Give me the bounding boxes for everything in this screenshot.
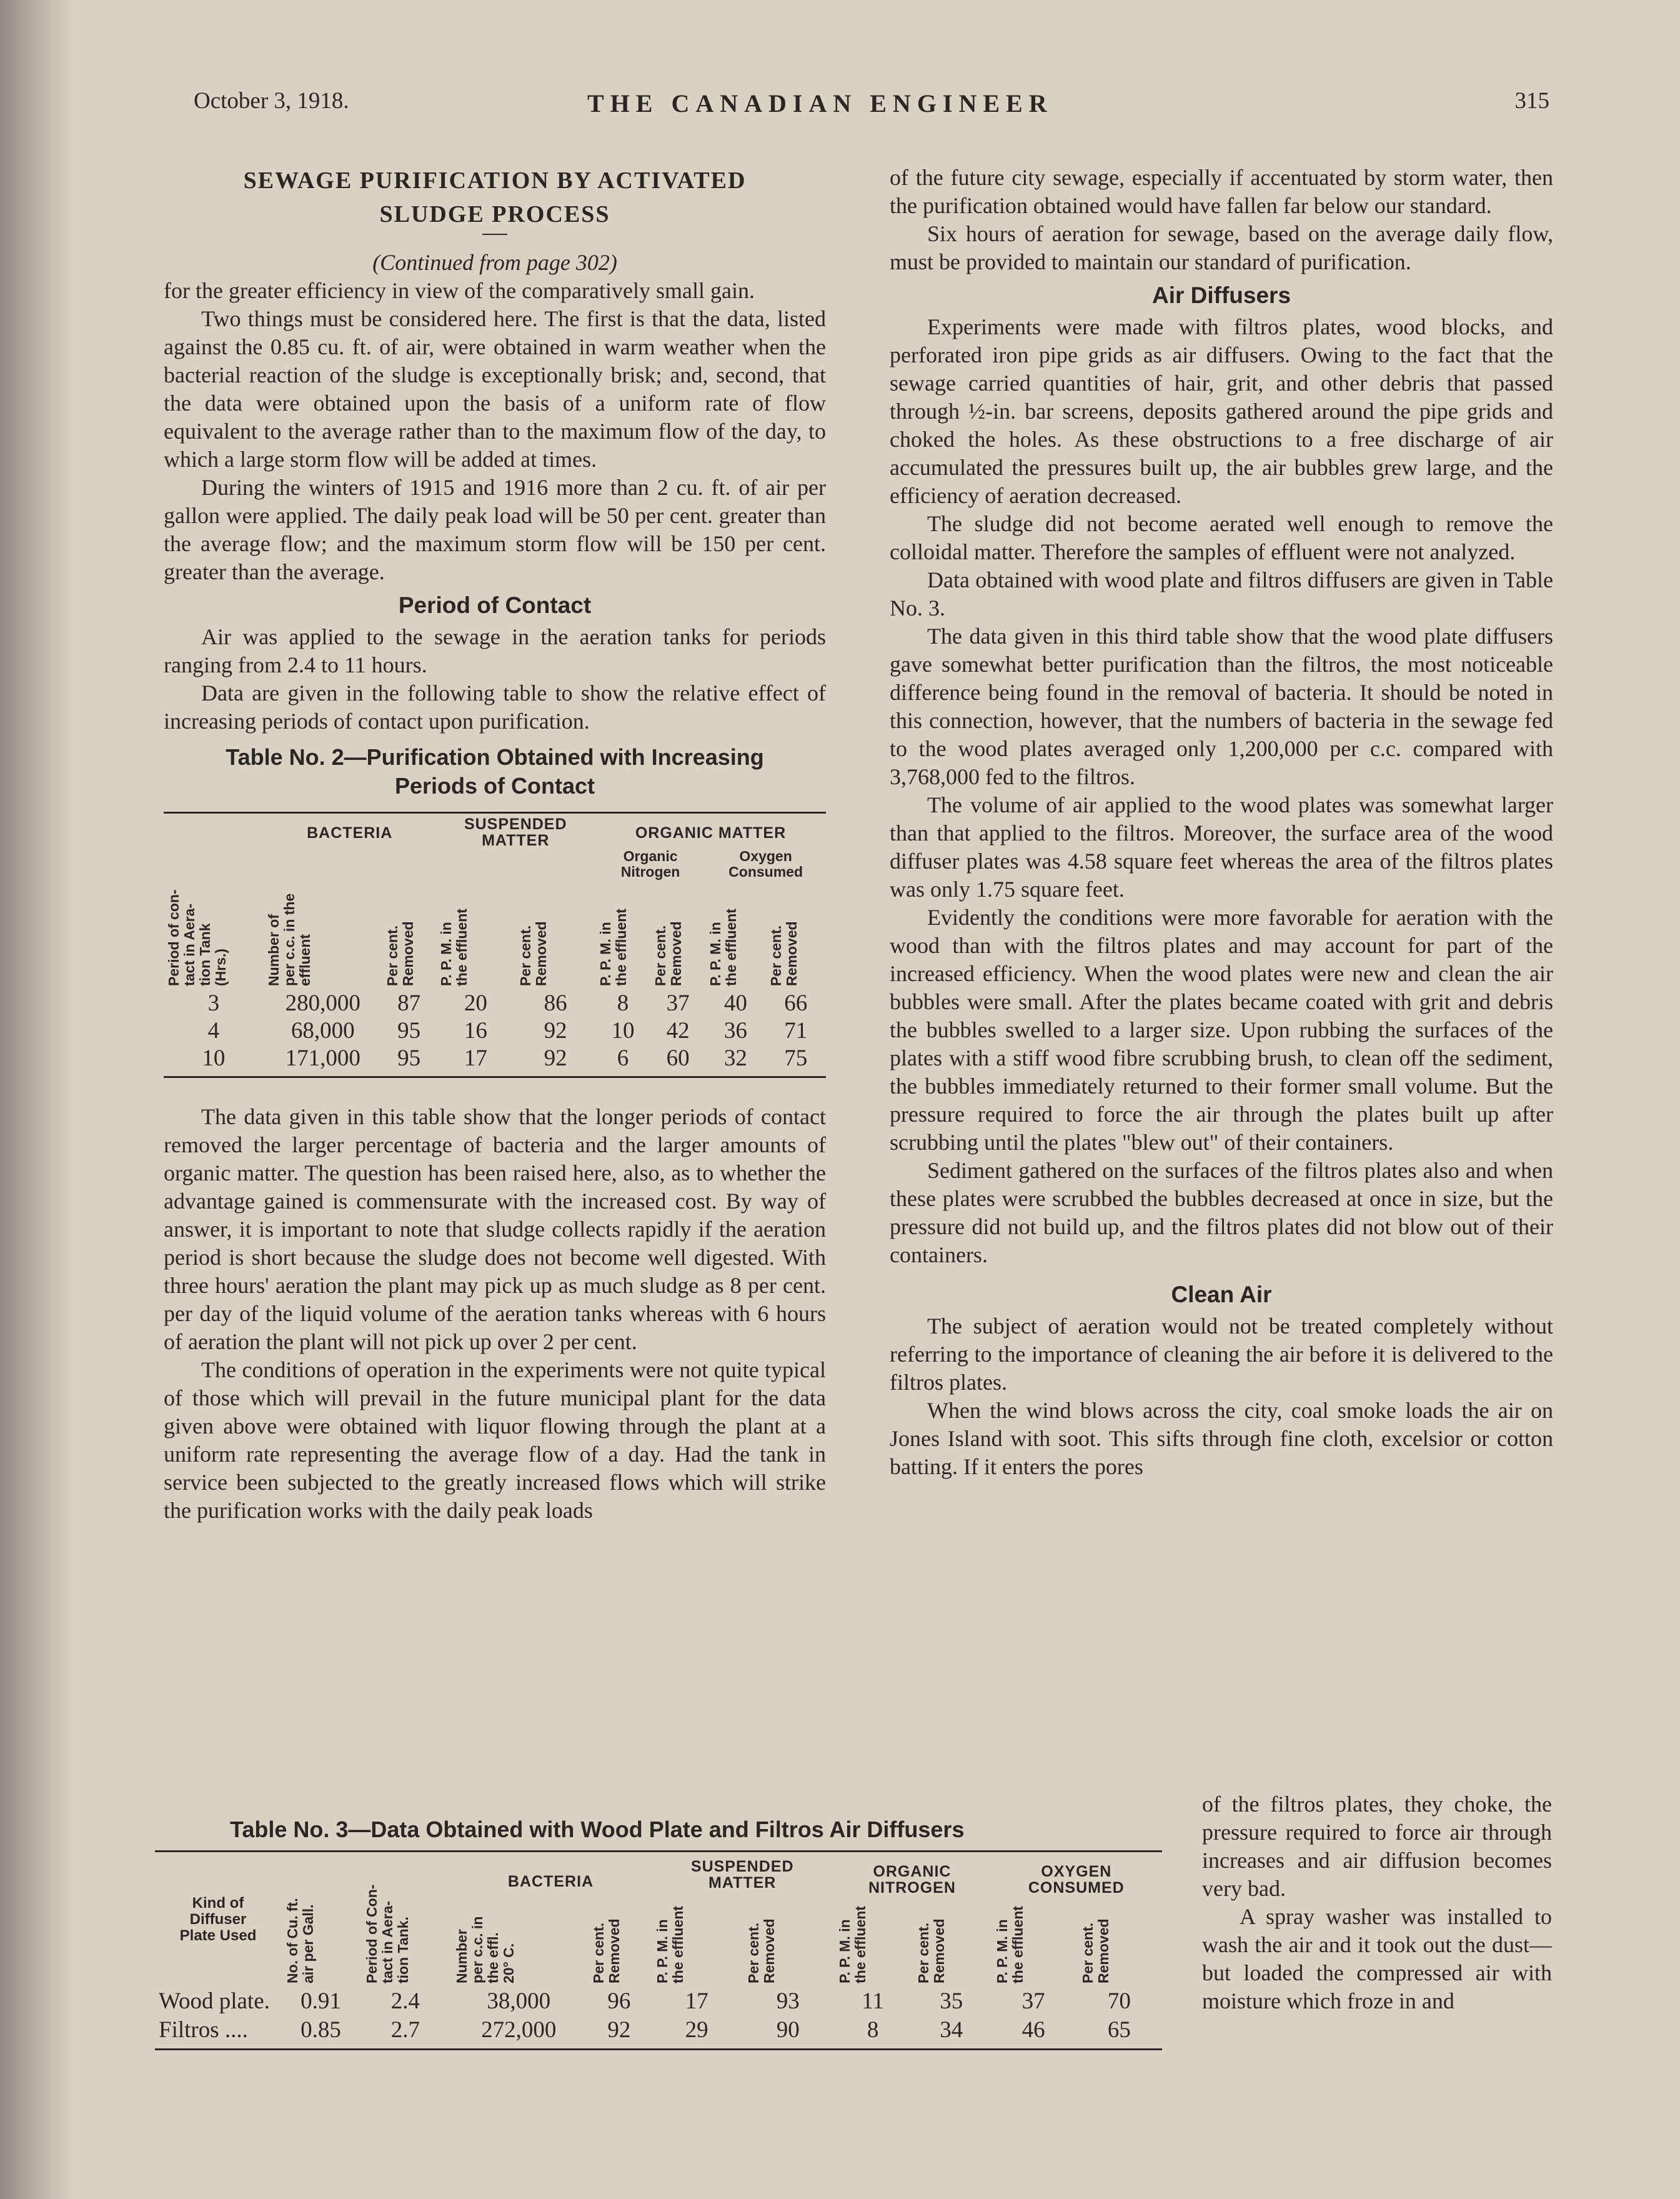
table-cell: 65 bbox=[1076, 2016, 1162, 2050]
paragraph: The subject of aeration would not be treated completely without referring to the importance of cleaning the air before it is delivered to the filtros plates. bbox=[890, 1314, 1553, 1395]
table-cell: 75 bbox=[766, 1045, 826, 1077]
paragraph: of the filtros plates, they choke, the pressure required to force air through increases and air diffusion becomes very bad. bbox=[1202, 1792, 1552, 1901]
table-cell: 40 bbox=[723, 990, 747, 1016]
table-header-cell bbox=[164, 813, 264, 990]
paragraph: Two things must be considered here. The first is that the data, listed against the 0.85 cu. ft. of air, were obtained in warm weather when the bacterial reaction of the sludge is exceptionally brisk; and, second, that the data were obtained upon the basis of a uniform rate of flow equivalent to the average rather than to the maximum flow of the day, to which a large storm flow will be added at times. bbox=[164, 306, 826, 472]
table-header-cell bbox=[155, 1852, 281, 1988]
table-cell: Wood plate. bbox=[159, 1988, 270, 2014]
paragraph: Experiments were made with filtros plates, wood blocks, and perforated iron pipe grids as air diffusers. Owing to the fact that the sewage carried quantities of hair, grit, and other debris that passed through ½-in. bar screens, deposits gathered around the pipe grids and choked the holes. As these obstructions to a free discharge of air accumulated the pressures built up, the air bubbles grew large, and the efficiency of aeration decreased. bbox=[890, 314, 1553, 508]
table-cell: 96 bbox=[607, 1988, 631, 2014]
table-cell: 17 bbox=[685, 1988, 708, 2014]
spacer bbox=[164, 1078, 826, 1103]
table-cell: 60 bbox=[650, 1045, 705, 1077]
group-header-organic-matter: ORGANIC MATTER bbox=[595, 813, 826, 849]
paragraph: The data given in this third table show that the wood plate diffusers gave somewhat better purification than the filtros, the most noticeable difference being found in the removal of bacteria. It should be noted in this connection, however, that the numbers of bacteria in the sewage fed to the wood plates averaged only 1,200,000 per c.c. compared with 3,768,000 fed to the filtros. bbox=[890, 624, 1553, 789]
column-header: Per cent. Removed bbox=[767, 921, 800, 986]
paragraph: The volume of air applied to the wood plates was somewhat larger than that applied to the filtros. Moreover, the surface area of the wood diffuser plates was 4.58 square feet whereas the area of the filtros plates was only 1.75 square feet. bbox=[890, 792, 1553, 902]
table-row bbox=[164, 1017, 826, 1045]
column-header: P. P. M. in the effluent bbox=[837, 1906, 869, 1983]
table-3-block bbox=[155, 1815, 1162, 2050]
table-header-cell bbox=[515, 880, 595, 990]
table-cell: 95 bbox=[382, 1045, 436, 1077]
table-cell: 92 bbox=[544, 1018, 567, 1044]
article-title-line-2: SLUDGE PROCESS bbox=[379, 201, 610, 227]
column-header: No. of Cu. ft. air per Gall. bbox=[284, 1898, 316, 1983]
paragraph: The data given in this table show that the longer periods of contact removed the larger percentage of bacteria and the larger amounts of organic matter. The question has been raised here, also, as to whether the advantage gained is commensurate with the increased cost. By way of answer, it is important to note that sludge collects rapidly if the aeration period is short because the sludge does not become well digested. With three hours' aeration the plant may pick up as much sludge as 8 per cent. per day of the liquid volume of the aeration tanks whereas with 6 hours of aeration the plant will not pick up over 2 per cent. bbox=[164, 1104, 826, 1354]
table-cell: 87 bbox=[397, 990, 421, 1016]
table-cell: 46 bbox=[991, 2016, 1076, 2050]
table-cell: 0.85 bbox=[281, 2016, 360, 2050]
table-header-spacer bbox=[264, 849, 436, 880]
table-header-cell bbox=[360, 1852, 450, 1988]
table-cell: 171,000 bbox=[264, 1045, 382, 1077]
column-header: Per cent. Removed bbox=[652, 921, 685, 986]
table-cell: 92 bbox=[515, 1045, 595, 1077]
table-row bbox=[164, 990, 826, 1017]
title-rule bbox=[482, 234, 507, 235]
column-header: Per cent. Removed bbox=[915, 1918, 947, 1983]
table-cell: 17 bbox=[436, 1045, 516, 1077]
table-cell: 272,000 bbox=[450, 2016, 587, 2050]
column-header: Number per c.c. in the effl. 20° C. bbox=[453, 1916, 517, 1983]
table-cell: 66 bbox=[784, 990, 808, 1016]
table-cell: 280,000 bbox=[285, 990, 360, 1016]
table-header-cell bbox=[742, 1896, 833, 1987]
continued-note: (Continued from page 302) bbox=[372, 250, 617, 275]
table-cell: 4 bbox=[207, 1018, 220, 1044]
column-header: P. P. M. in the effluent bbox=[437, 909, 470, 986]
table-header-cell bbox=[833, 1896, 912, 1987]
paragraph: Air was applied to the sewage in the aeration tanks for periods ranging from 2.4 to 11 hours. bbox=[164, 624, 826, 677]
column-header: P. P. M. in the effluent bbox=[597, 909, 629, 986]
table-cell: 36 bbox=[723, 1018, 747, 1044]
table-cell: 35 bbox=[940, 1988, 963, 2014]
table-3-caption: Table No. 3—Data Obtained with Wood Plate and Filtros Air Diffusers bbox=[230, 1817, 965, 1842]
group-header-bacteria: BACTERIA bbox=[264, 813, 436, 849]
paragraph: Data are given in the following table to show the relative effect of increasing periods of contact upon purification. bbox=[164, 681, 826, 734]
table-2-caption-line-1: Table No. 2—Purification Obtained with Increasing bbox=[226, 744, 764, 770]
paragraph: for the greater efficiency in view of the comparatively small gain. bbox=[164, 278, 755, 303]
section-heading-period-of-contact: Period of Contact bbox=[398, 592, 592, 618]
column-header: P. P. M. in the effluent bbox=[707, 909, 740, 986]
table-header-cell bbox=[281, 1852, 360, 1988]
paragraph: When the wind blows across the city, coal smoke loads the air on Jones Island with soot. This sifts through fine cloth, excelsior or cotton batting. If it enters the pores bbox=[890, 1398, 1553, 1479]
table-cell: 42 bbox=[666, 1018, 690, 1044]
table-cell: 93 bbox=[776, 1988, 800, 2014]
paragraph: The sludge did not become aerated well enough to remove the colloidal matter. Therefore the samples of effluent were not analyzed. bbox=[890, 511, 1553, 564]
column-header: Period of con- tact in Aera- tion Tank (Hrs.) bbox=[166, 889, 229, 986]
right-column bbox=[890, 164, 1553, 1481]
table-cell: 71 bbox=[784, 1018, 808, 1044]
table-header-cell bbox=[991, 1896, 1076, 1987]
table-3 bbox=[155, 1850, 1162, 2050]
column-header: Per cent. Removed bbox=[745, 1918, 778, 1983]
table-row bbox=[155, 2016, 1162, 2050]
group-header-suspended-matter: SUSPENDED MATTER bbox=[651, 1852, 833, 1897]
table-header-cell bbox=[587, 1896, 652, 1987]
table-cell: 95 bbox=[397, 1018, 421, 1044]
table-cell: 68,000 bbox=[291, 1018, 355, 1044]
table-cell: 2.7 bbox=[360, 2016, 450, 2050]
paragraph: During the winters of 1915 and 1916 more than 2 cu. ft. of air per gallon were applied. The daily peak load will be 50 per cent. greater than the average flow; and the maximum storm flow will be 150 per cent. greater than the average. bbox=[164, 475, 826, 584]
table-cell: 8 bbox=[617, 990, 629, 1016]
table-header-cell bbox=[436, 880, 516, 990]
table-cell: Filtros .... bbox=[155, 2016, 281, 2050]
paragraph: Sediment gathered on the surfaces of the filtros plates also and when these plates were scrubbed the bubbles decreased at once in size, but the pressure did not build up, and the filtros plates did not blow out of their containers. bbox=[890, 1158, 1553, 1267]
column-header: Per cent. Removed bbox=[384, 921, 416, 986]
group-header-bacteria: BACTERIA bbox=[450, 1852, 651, 1897]
column-header: P. P. M. in the effluent bbox=[993, 1906, 1026, 1983]
table-header-cell bbox=[651, 1896, 742, 1987]
table-cell: 20 bbox=[464, 990, 487, 1016]
table-cell: 8 bbox=[833, 2016, 912, 2050]
table-2 bbox=[164, 812, 826, 1078]
issue-date: October 3, 1918. bbox=[194, 88, 349, 114]
paragraph: A spray washer was installed to wash the air and it took out the dust—but loaded the compressed air with moisture which froze in and bbox=[1202, 1904, 1552, 2013]
group-header-organic-nitrogen: ORGANIC NITROGEN bbox=[833, 1852, 990, 1897]
section-heading-air-diffusers: Air Diffusers bbox=[1151, 282, 1291, 308]
subgroup-organic-nitrogen: Organic Nitrogen bbox=[620, 848, 680, 880]
left-column bbox=[164, 164, 826, 1525]
table-header-cell bbox=[705, 880, 765, 990]
table-cell: 10 bbox=[611, 1018, 635, 1044]
table-cell: 16 bbox=[464, 1018, 487, 1044]
paragraph: Evidently the conditions were more favorable for aeration with the wood than with the filtros plates and may account for part of the increased efficiency. When the wood plates were new and clean the air bubbles were small. After the plates became coated with grit and debris the bubbles swelled to a larger size. Upon rubbing the surfaces of the plates with a stiff wood fibre scrubbing brush, to clean off the sediment, the bubbles immediately returned to their former small volume. But the pressure required to force the air through the plates built up after scrubbing until the plates "blew out" of their containers. bbox=[890, 905, 1553, 1155]
table-cell: 92 bbox=[587, 2016, 652, 2050]
table-cell: 2.4 bbox=[390, 1988, 420, 2014]
binding-shadow bbox=[0, 0, 75, 2199]
paragraph: Data obtained with wood plate and filtros diffusers are given in Table No. 3. bbox=[890, 567, 1553, 621]
table-cell: 0.91 bbox=[301, 1988, 341, 2014]
table-header-cell bbox=[264, 880, 382, 990]
table-2-caption bbox=[164, 743, 826, 800]
table-header-cell bbox=[912, 1896, 991, 1987]
table-2-caption-line-2: Periods of Contact bbox=[394, 773, 595, 799]
column-header: Period of Con- tact in Aera- tion Tank. bbox=[363, 1884, 411, 1983]
table-header-spacer bbox=[436, 849, 595, 880]
right-column-continuation bbox=[1202, 1790, 1552, 2015]
table-cell: 6 bbox=[595, 1045, 650, 1077]
column-header: Per cent. Removed bbox=[517, 921, 550, 986]
paragraph: Six hours of aeration for sewage, based on the average daily flow, must be provided to maintain our standard of purification. bbox=[890, 221, 1553, 274]
column-header: P. P. M. in the effluent bbox=[654, 1906, 687, 1983]
paragraph: The conditions of operation in the experiments were not quite typical of those which will prevail in the future municipal plant for the data given above were obtained with liquor flowing through the plant at a uniform rate representing the average flow of a day. Had the tank in service been subjected to the greatly increased flows which will strike the purification works with the daily peak loads bbox=[164, 1357, 826, 1523]
table-cell: 86 bbox=[544, 990, 567, 1016]
section-heading-clean-air: Clean Air bbox=[1171, 1282, 1272, 1307]
table-cell: 37 bbox=[1021, 1988, 1045, 2014]
table-header-cell bbox=[1076, 1896, 1162, 1987]
table-header-cell bbox=[650, 880, 705, 990]
column-header: Per cent. Removed bbox=[590, 1918, 622, 1983]
article-title-line-1: SEWAGE PURIFICATION BY ACTIVATED bbox=[243, 167, 747, 194]
table-header-cell bbox=[595, 880, 650, 990]
table-cell: 37 bbox=[666, 990, 690, 1016]
table-header-cell bbox=[450, 1896, 587, 1987]
table-row bbox=[155, 1987, 1162, 2016]
table-cell: 32 bbox=[705, 1045, 765, 1077]
subgroup-oxygen-consumed: Oxygen Consumed bbox=[728, 848, 803, 880]
paragraph: of the future city sewage, especially if accentuated by storm water, then the purification obtained would have fallen far below our standard. bbox=[890, 165, 1553, 218]
page-number: 315 bbox=[1514, 88, 1549, 114]
table-cell: 29 bbox=[651, 2016, 742, 2050]
column-header-kind: Kind of Diffuser Plate Used bbox=[179, 1895, 257, 1944]
column-header: Per cent. Removed bbox=[1079, 1918, 1111, 1983]
column-header: Number of per c.c. in the effluent bbox=[265, 893, 313, 986]
running-head bbox=[194, 87, 1549, 125]
table-header-cell bbox=[382, 880, 436, 990]
group-header-oxygen-consumed: OXYGEN CONSUMED bbox=[991, 1852, 1162, 1897]
table-cell: 90 bbox=[742, 2016, 833, 2050]
table-cell: 10 bbox=[164, 1045, 264, 1077]
table-header-cell bbox=[766, 880, 826, 990]
table-cell: 11 bbox=[862, 1988, 884, 2014]
table-cell: 34 bbox=[912, 2016, 991, 2050]
table-cell: 3 bbox=[207, 990, 220, 1016]
journal-title: THE CANADIAN ENGINEER bbox=[587, 89, 1053, 117]
table-cell: 38,000 bbox=[487, 1988, 551, 2014]
group-header-suspended-matter: SUSPENDED MATTER bbox=[436, 813, 595, 849]
table-cell: 70 bbox=[1107, 1988, 1131, 2014]
table-row bbox=[164, 1045, 826, 1077]
